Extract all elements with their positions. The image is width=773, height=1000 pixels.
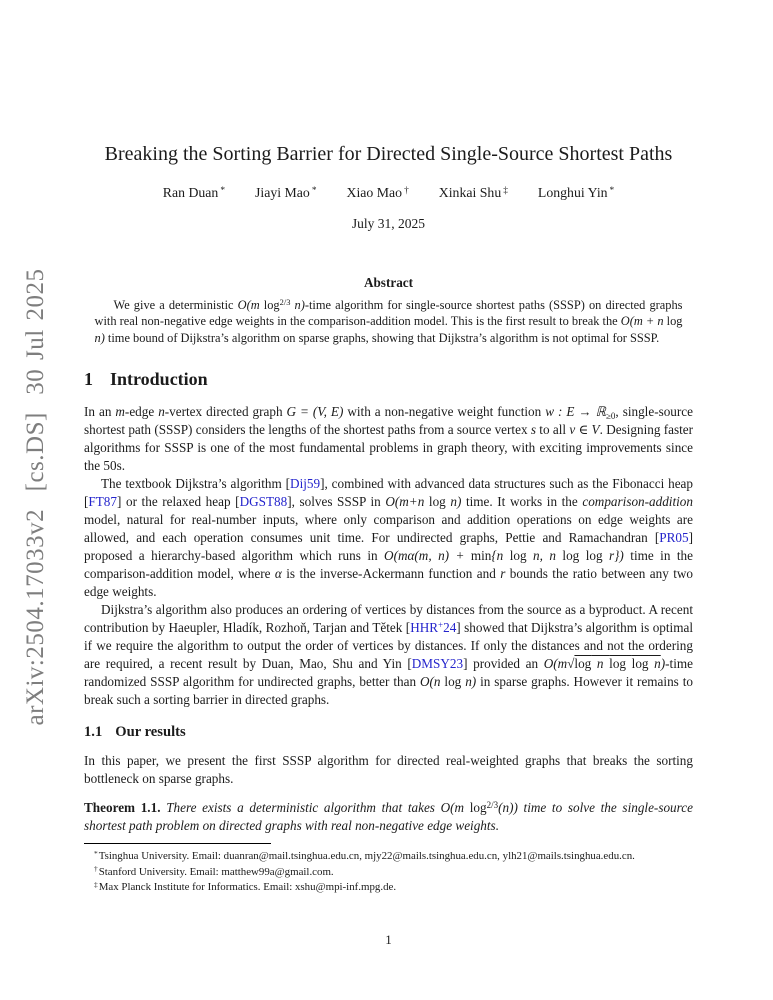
inline-math: r bbox=[500, 566, 506, 582]
author-name: Longhui Yin bbox=[537, 185, 608, 200]
citation-link[interactable]: FT87 bbox=[88, 494, 117, 510]
theorem-block bbox=[84, 799, 693, 835]
sqrt-symbol: √ bbox=[567, 656, 575, 672]
section-title: Introduction bbox=[110, 369, 208, 390]
author bbox=[538, 185, 614, 201]
page-number: 1 bbox=[385, 932, 392, 947]
our-results-paragraph: In this paper, we present the first SSSP algorithm for directed real-weighted graphs that breaks the sorting bottleneck on sparse graphs. bbox=[84, 753, 693, 787]
author-footnote-mark: * bbox=[311, 185, 317, 196]
author-name: Jiayi Mao bbox=[255, 185, 310, 200]
theorem-label: Theorem 1.1. bbox=[84, 800, 161, 816]
author bbox=[163, 185, 225, 201]
arxiv-watermark: arXiv:2504.17033v2 [cs.DS] 30 Jul 2025 bbox=[22, 268, 49, 726]
inline-math: G = (V, E) bbox=[286, 404, 344, 420]
citation-link[interactable]: DGST88 bbox=[239, 494, 288, 510]
author bbox=[439, 185, 508, 201]
footnote-text: Max Planck Institute for Informatics. Email: xshu@mpi-inf.mpg.de. bbox=[98, 881, 397, 894]
authors-row bbox=[84, 185, 693, 201]
abstract-heading: Abstract bbox=[363, 275, 414, 290]
inline-math: O(mα(m, n) + min{n log n, n log log r}) bbox=[384, 548, 624, 564]
author-footnote-mark: † bbox=[404, 185, 409, 196]
citation-link[interactable]: Dij59 bbox=[290, 476, 321, 492]
citation-link[interactable]: DMSY23 bbox=[411, 656, 464, 672]
subsection-title: Our results bbox=[115, 724, 186, 741]
inline-math: v ∈ V bbox=[569, 422, 600, 438]
paper-content bbox=[84, 0, 693, 896]
footnote bbox=[84, 865, 693, 881]
inline-math: O(m√log n log log n) bbox=[543, 656, 666, 672]
inline-math: O(m $\log^{2/3}(n)$) bbox=[440, 800, 518, 816]
author-name: Ran Duan bbox=[162, 185, 219, 200]
author-footnote-mark: ‡ bbox=[503, 185, 508, 196]
author bbox=[255, 185, 316, 201]
author-name: Xiao Mao bbox=[346, 185, 403, 200]
footnote-mark: † bbox=[94, 864, 98, 874]
inline-math: n bbox=[158, 404, 165, 420]
footnote-text: Tsinghua University. Email: duanran@mail.tsinghua.edu.cn, mjy22@mails.tsinghua.edu.cn, ylh21@mails.tsinghua.edu.cn. bbox=[98, 850, 635, 863]
italic-text: time to solve the single-source shortest path problem on directed graphs with real non-negative edge weights. bbox=[84, 800, 693, 834]
italic-text: comparison-addition bbox=[582, 494, 693, 510]
inline-math: O(m $\log^{2/3} n$) bbox=[237, 297, 305, 312]
paper-title: Breaking the Sorting Barrier for Directed Single-Source Shortest Paths bbox=[104, 143, 673, 165]
author-footnote-mark: * bbox=[220, 185, 226, 196]
italic-text: There exists a deterministic algorithm that takes bbox=[166, 800, 441, 816]
section-number: 1 bbox=[84, 369, 93, 390]
inline-math: O(m + n log n) bbox=[94, 314, 683, 345]
intro-paragraph-1: In an m-edge n-vertex directed graph G = (V, E) with a non-negative weight function w : E → ℝ$_{\ge 0}$, single-source shortest path (SSSP) considers the lengths of the shortest paths from a source vertex s to all v ∈ V. Designing faster algorithms for SSSP is one of the most fundamental problems in graph theory, with exciting improvements since the 50s. bbox=[84, 404, 694, 474]
section-heading-introduction bbox=[84, 368, 693, 390]
author-footnote-mark: * bbox=[609, 185, 615, 196]
footnote-mark: ‡ bbox=[94, 879, 98, 889]
inline-math: m bbox=[115, 404, 125, 420]
inline-math: s bbox=[530, 422, 536, 438]
inline-math: α bbox=[274, 566, 282, 582]
inline-math: w : E → ℝ$_{\ge 0}$ bbox=[545, 404, 616, 421]
author bbox=[347, 185, 409, 201]
footnote bbox=[84, 849, 693, 865]
footnotes bbox=[84, 843, 693, 896]
citation-link[interactable]: PR05 bbox=[659, 530, 689, 546]
inline-math: O(n log n) bbox=[419, 674, 477, 690]
intro-paragraph-2: The textbook Dijkstra’s algorithm [Dij59], combined with advanced data structures such as the Fibonacci heap [FT87] or the relaxed heap [DGST88], solves SSSP in O(m+n log n) time. It works in the comparison-addition model, natural for real-number inputs, where only comparison and addition operations on edge weights are allowed, and each operation consumes unit time. For undirected graphs, Pettie and Ramachandran [PR05] proposed a hierarchy-based algorithm which runs in O(mα(m, n) + min{n log n, n log log r}) time in the comparison-addition model, where α is the inverse-Ackermann function and r bounds the ratio between any two edge weights. bbox=[84, 476, 694, 600]
paper-date: July 31, 2025 bbox=[351, 216, 426, 231]
footnote-rule bbox=[84, 843, 271, 844]
inline-math: O(m+n log n) bbox=[385, 494, 462, 510]
abstract-section bbox=[84, 275, 693, 346]
subsection-heading-our-results bbox=[84, 723, 693, 742]
footnote-text: Stanford University. Email: matthew99a@gmail.com. bbox=[98, 865, 334, 878]
abstract-text: We give a deterministic O(m $\log^{2/3}$ n)-time algorithm for single-source shortest paths (SSSP) on directed graphs with real non-negative edge weights in the comparison-addition model. This is the first result to break the O(m + n log n) time bound of Dijkstra’s algorithm on sparse graphs, showing that Dijkstra’s algorithm is not optimal for SSSP. bbox=[94, 297, 683, 345]
footnote-mark: * bbox=[94, 848, 98, 858]
citation-link[interactable]: HHR+24 bbox=[410, 620, 457, 636]
intro-paragraph-3: Dijkstra’s algorithm also produces an ordering of vertices by distances from the source as a byproduct. A recent contribution by Haeupler, Hladík, Rozhoň, Tarjan and Tětek [HHR+24] showed that Dijkstra’s algorithm is optimal if we require the algorithm to output the order of vertices by distances. If only the distances and not the ordering are required, a recent result by Duan, Mao, Shu and Yin [DMSY23] provided an O(m√log n log log n)-time randomized SSSP algorithm for undirected graphs, better than O(n log n) in sparse graphs. However it remains to break such a sorting barrier in directed graphs. bbox=[84, 602, 693, 708]
footnote bbox=[84, 880, 693, 896]
author-name: Xinkai Shu bbox=[438, 185, 502, 200]
subsection-number: 1.1 bbox=[84, 724, 103, 741]
theorem-text bbox=[84, 800, 693, 833]
